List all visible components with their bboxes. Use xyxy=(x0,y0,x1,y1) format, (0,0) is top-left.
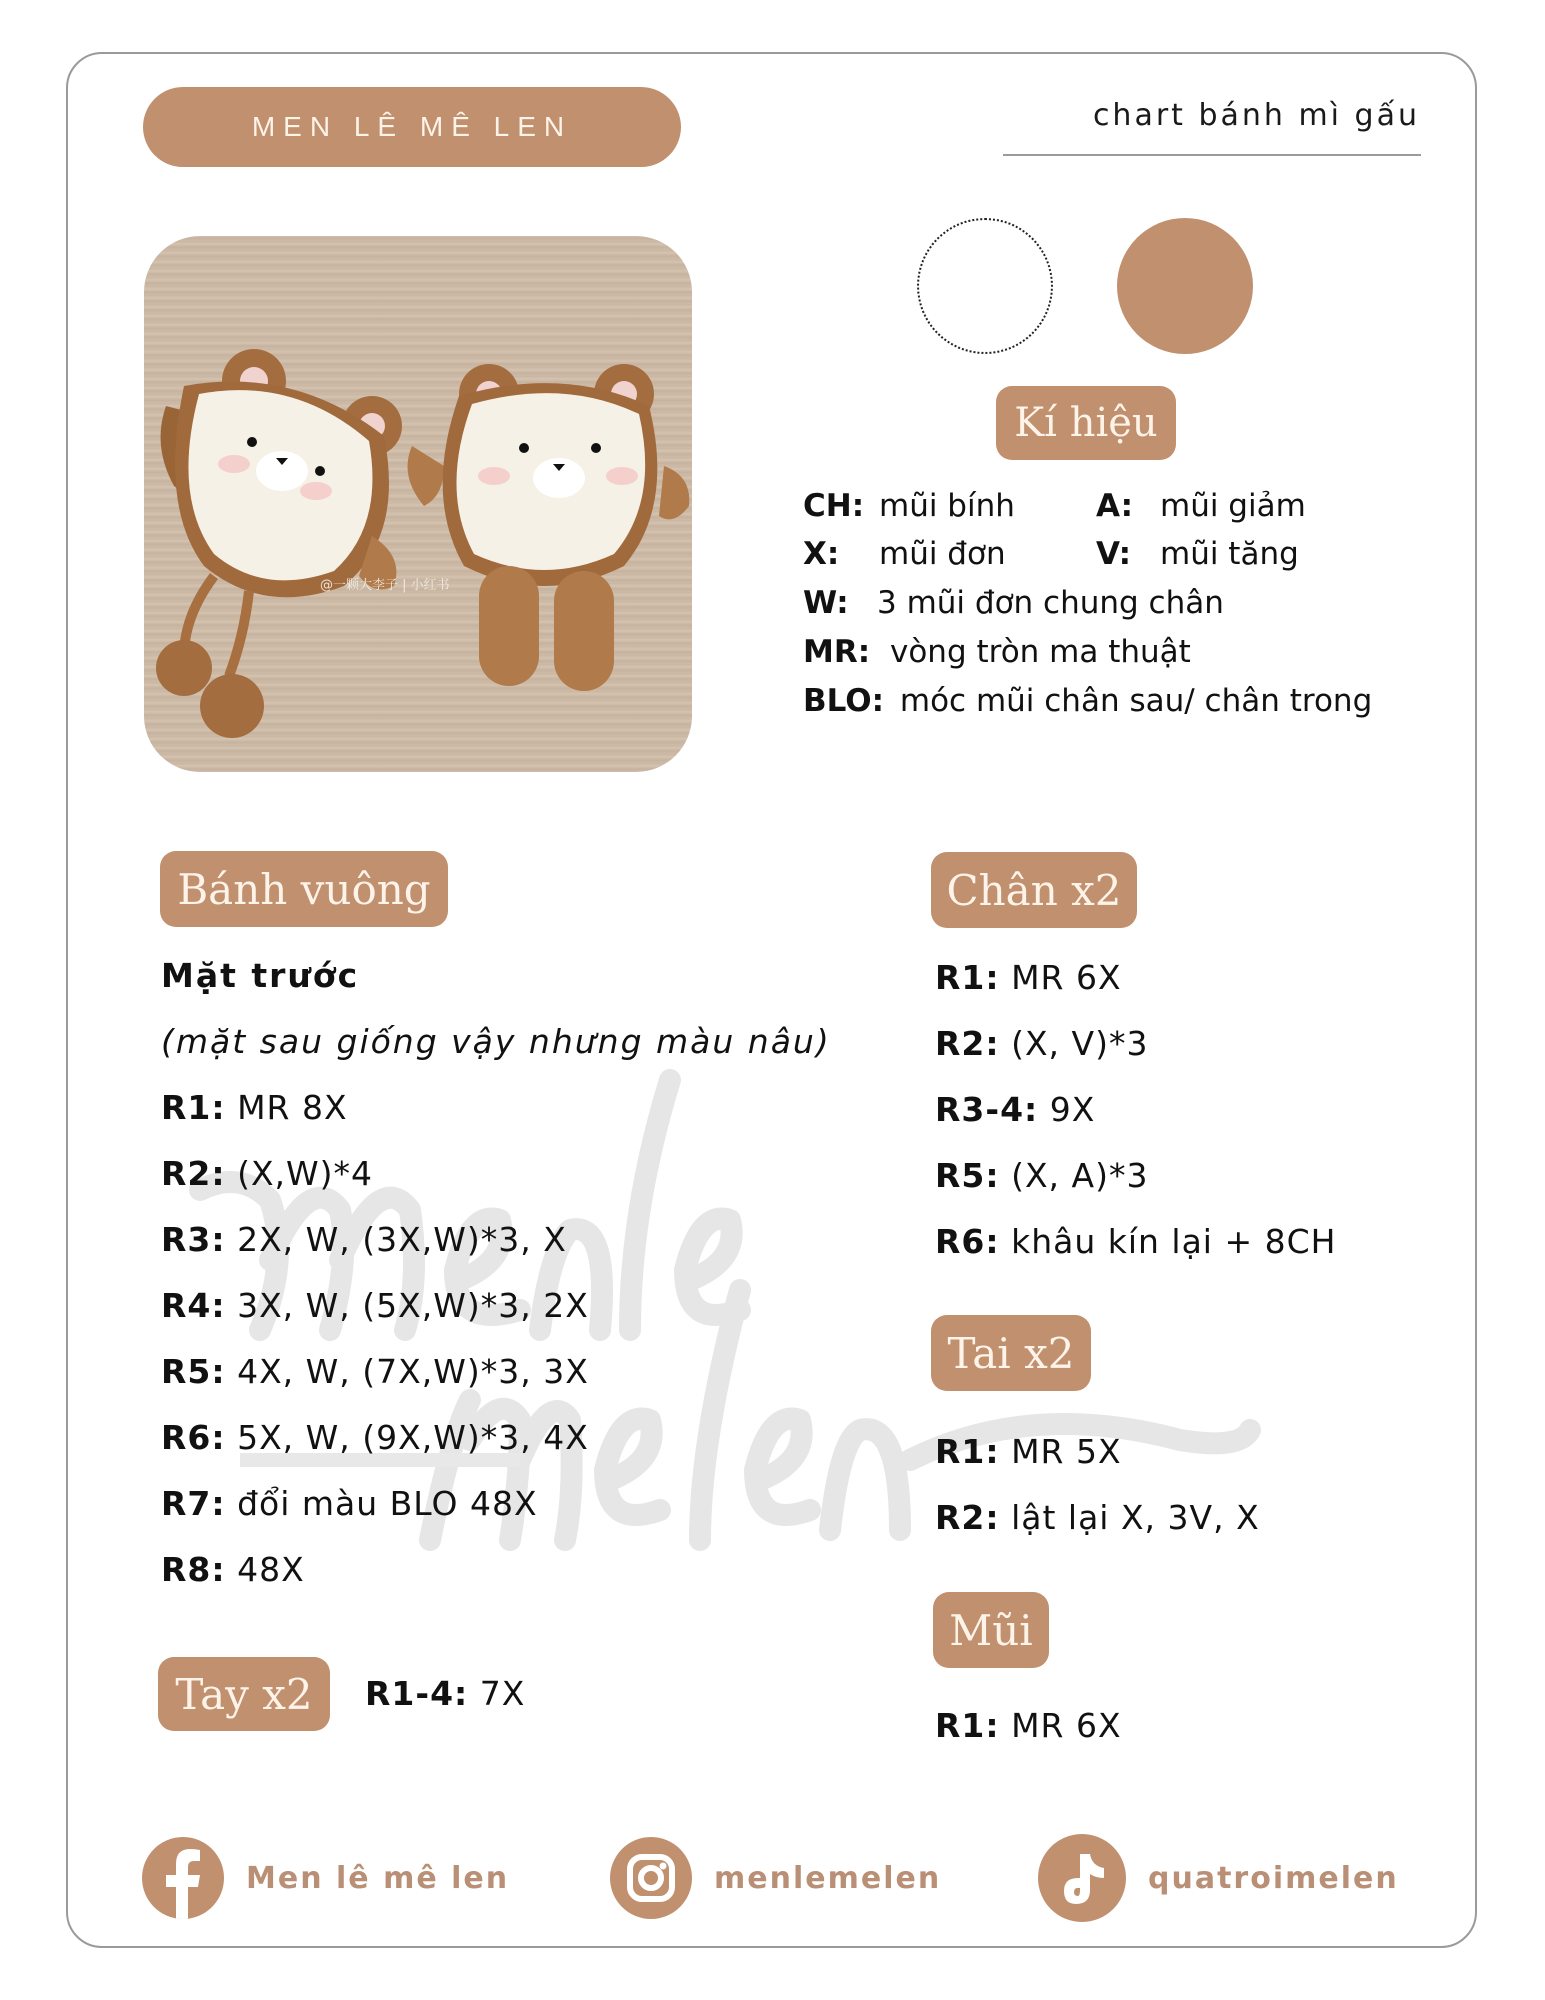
row-text: (X,W)*4 xyxy=(237,1154,374,1193)
facebook-icon xyxy=(142,1837,224,1919)
subheading-front-face: Mặt trước xyxy=(161,956,360,995)
row-label: R1: xyxy=(161,1088,226,1127)
row-label: R7: xyxy=(161,1484,226,1523)
row-instruction xyxy=(365,1674,525,1713)
row-label: R2: xyxy=(935,1498,1000,1537)
row-text: 5X, W, (9X,W)*3, 4X xyxy=(237,1418,589,1457)
section-title: Tai x2 xyxy=(947,1328,1075,1378)
row-text: 9X xyxy=(1049,1090,1096,1129)
row-instruction xyxy=(161,1418,589,1457)
legend-title-tag xyxy=(996,386,1176,460)
tiktok-link[interactable] xyxy=(1038,1836,1399,1920)
document-title: chart bánh mì gấu xyxy=(1092,98,1420,133)
legend-key: X: xyxy=(803,536,840,572)
row-label: R1: xyxy=(935,1706,1000,1745)
legend-item-blo xyxy=(803,683,1372,723)
tiktok-icon xyxy=(1038,1834,1126,1922)
row-instruction xyxy=(161,1286,589,1325)
row-text: lật lại X, 3V, X xyxy=(1011,1498,1260,1537)
row-label: R5: xyxy=(161,1352,226,1391)
legend-title: Kí hiệu xyxy=(1014,400,1158,446)
bear-bread-illustration xyxy=(144,236,692,772)
brand-name: MEN LÊ MÊ LEN xyxy=(251,111,573,142)
legend-item-ch xyxy=(803,488,1015,528)
legend-key: V: xyxy=(1096,536,1131,572)
legend-key: W: xyxy=(803,585,849,621)
row-text: (X, V)*3 xyxy=(1011,1024,1149,1063)
legend-item-x xyxy=(803,536,1006,576)
legend-item-a xyxy=(1096,488,1306,528)
row-instruction xyxy=(161,1484,538,1523)
legend-value: móc mũi chân sau/ chân trong xyxy=(899,683,1373,719)
legend-item-w xyxy=(803,585,1224,625)
row-instruction xyxy=(161,1154,373,1193)
legend-value: 3 mũi đơn chung chân xyxy=(877,585,1224,621)
legend-key: MR: xyxy=(803,634,871,670)
section-tag-banh-vuong xyxy=(160,851,448,927)
row-text: MR 5X xyxy=(1011,1432,1122,1471)
row-instruction xyxy=(935,1222,1336,1261)
section-title: Mũi xyxy=(949,1605,1033,1655)
row-label: R4: xyxy=(161,1286,226,1325)
legend-key: CH: xyxy=(803,488,865,524)
back-face-note: (mặt sau giống vậy nhưng màu nâu) xyxy=(161,1022,831,1061)
legend-value: mũi bính xyxy=(879,488,1015,524)
row-label: R2: xyxy=(161,1154,226,1193)
row-label: R3-4: xyxy=(935,1090,1039,1129)
legend-value: mũi giảm xyxy=(1160,488,1306,524)
row-text: đổi màu BLO 48X xyxy=(237,1484,538,1523)
row-text: (X, A)*3 xyxy=(1011,1156,1149,1195)
title-divider xyxy=(1003,154,1421,156)
row-label: R5: xyxy=(935,1156,1000,1195)
row-label: R1-4: xyxy=(365,1674,469,1713)
row-instruction xyxy=(161,1088,348,1127)
row-text: 7X xyxy=(479,1674,526,1713)
brown-yarn-swatch xyxy=(1117,218,1253,354)
row-instruction xyxy=(935,1024,1148,1063)
instagram-link[interactable] xyxy=(610,1836,941,1920)
left-bear-plush xyxy=(156,349,402,738)
section-tag-tay xyxy=(158,1657,330,1731)
row-instruction xyxy=(161,1220,567,1259)
facebook-link[interactable] xyxy=(142,1836,509,1920)
section-tag-mui xyxy=(933,1592,1049,1668)
row-text: khâu kín lại + 8CH xyxy=(1011,1222,1337,1261)
tiktok-handle: quatroimelen xyxy=(1148,1860,1399,1896)
section-title: Chân x2 xyxy=(946,865,1122,915)
row-text: MR 8X xyxy=(237,1088,348,1127)
legend-key: BLO: xyxy=(803,683,885,719)
row-text: 4X, W, (7X,W)*3, 3X xyxy=(237,1352,589,1391)
photo-credit: @一颗大李子 | 小红书 xyxy=(320,578,450,593)
instagram-handle: menlemelen xyxy=(714,1860,942,1896)
row-label: R1: xyxy=(935,958,1000,997)
white-yarn-swatch xyxy=(917,218,1053,354)
row-label: R6: xyxy=(935,1222,1000,1261)
section-title: Bánh vuông xyxy=(177,864,431,914)
section-tag-tai xyxy=(931,1315,1091,1391)
legend-item-mr xyxy=(803,634,1191,674)
row-text: MR 6X xyxy=(1011,1706,1122,1745)
row-label: R2: xyxy=(935,1024,1000,1063)
legend-value: vòng tròn ma thuật xyxy=(889,634,1191,670)
product-photo xyxy=(144,236,692,772)
row-instruction xyxy=(935,958,1122,997)
row-instruction xyxy=(935,1090,1095,1129)
row-text: 3X, W, (5X,W)*3, 2X xyxy=(237,1286,589,1325)
row-label: R1: xyxy=(935,1432,1000,1471)
legend-value: mũi tăng xyxy=(1160,536,1299,572)
row-instruction xyxy=(935,1432,1122,1471)
row-label: R8: xyxy=(161,1550,226,1589)
brand-banner xyxy=(143,87,681,167)
row-text: MR 6X xyxy=(1011,958,1122,997)
legend-value: mũi đơn xyxy=(879,536,1006,572)
row-instruction xyxy=(935,1156,1148,1195)
row-instruction xyxy=(161,1550,305,1589)
row-instruction xyxy=(935,1706,1122,1745)
row-label: R6: xyxy=(161,1418,226,1457)
section-tag-chan xyxy=(931,852,1137,928)
row-instruction xyxy=(935,1498,1260,1537)
row-text: 2X, W, (3X,W)*3, X xyxy=(237,1220,567,1259)
legend-item-v xyxy=(1096,536,1299,576)
row-text: 48X xyxy=(237,1550,305,1589)
row-instruction xyxy=(161,1352,589,1391)
right-bear-plush xyxy=(408,364,690,691)
section-title: Tay x2 xyxy=(175,1669,313,1719)
row-label: R3: xyxy=(161,1220,226,1259)
instagram-icon xyxy=(610,1837,692,1919)
facebook-handle: Men lê mê len xyxy=(246,1860,510,1896)
legend-key: A: xyxy=(1096,488,1133,524)
